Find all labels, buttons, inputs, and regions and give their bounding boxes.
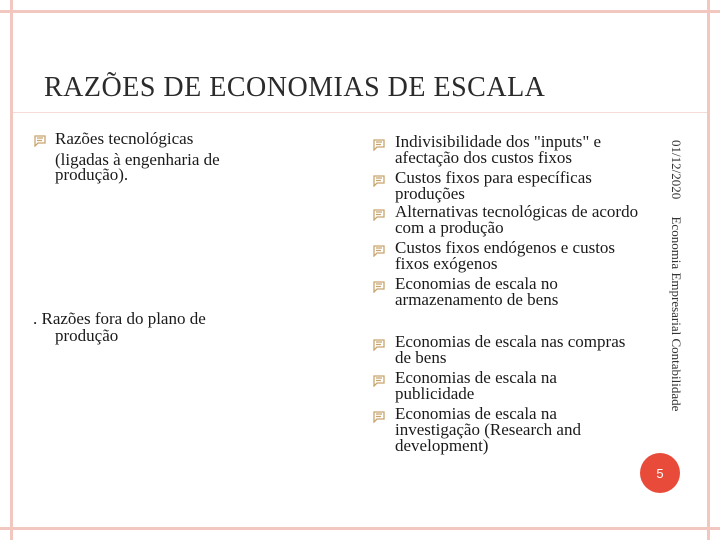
bullet-icon: [372, 137, 386, 151]
right-item-fixed-costs-line1: Custos fixos para específicas: [395, 168, 592, 187]
bullet-icon: [372, 243, 386, 257]
left-item-tech-line1: Razões tecnológicas: [55, 129, 194, 148]
slide-title: RAZÕES DE ECONOMIAS DE ESCALA: [44, 72, 546, 103]
page-number-badge: [640, 453, 680, 493]
right-item-purchases-line1: Economias de escala nas compras: [395, 332, 626, 351]
right-item-alternatives: [372, 204, 692, 240]
left-item-outside: [33, 311, 333, 344]
right-item-indivisibility: [372, 134, 692, 170]
right-item-alternatives-line2: com a produção: [395, 218, 504, 237]
bullet-icon: [33, 133, 47, 147]
right-item-research: [372, 406, 692, 458]
right-item-fixed-costs: [372, 170, 692, 204]
right-item-advertising-line2: publicidade: [395, 384, 475, 403]
left-item-tech-line3: produção).: [55, 165, 129, 184]
bullet-icon: [372, 409, 386, 423]
right-item-endogenous-line2: fixos exógenos: [395, 254, 498, 273]
bullet-icon: [372, 173, 386, 187]
right-item-storage-line2: armazenamento de bens: [395, 290, 559, 309]
side-date: 01/12/2020: [669, 140, 684, 200]
right-column-group1: [372, 134, 692, 312]
right-item-fixed-costs-line2: produções: [395, 184, 465, 203]
right-column-group2: [372, 334, 692, 458]
left-item-outside-line1: . Razões fora do plano de: [33, 309, 206, 328]
bullet-icon: [372, 279, 386, 293]
left-column-2: [33, 311, 333, 344]
right-item-alternatives-line1: Alternativas tecnológicas de acordo: [395, 202, 639, 221]
left-item-tech-line2: (ligadas à engenharia de: [55, 150, 220, 169]
right-item-indivisibility-line2: afectação dos custos fixos: [395, 148, 573, 167]
right-item-purchases-line2: de bens: [395, 348, 447, 367]
frame-left: [10, 0, 13, 540]
right-item-research-line1: Economias de escala na: [395, 404, 557, 423]
right-item-storage: [372, 276, 692, 312]
left-item-outside-line2: produção: [55, 326, 119, 345]
side-footer: [668, 140, 684, 425]
frame-bottom: [0, 527, 720, 530]
right-item-endogenous: [372, 240, 692, 276]
right-item-endogenous-line1: Custos fixos endógenos e custos: [395, 238, 616, 257]
title-underline: [13, 112, 707, 113]
frame-top: [0, 10, 720, 13]
right-item-indivisibility-line1: Indivisibilidade dos "inputs" e: [395, 132, 602, 151]
right-item-research-line3: development): [395, 436, 489, 455]
page-number: 5: [656, 465, 664, 481]
bullet-icon: [372, 373, 386, 387]
right-item-purchases: [372, 334, 692, 370]
bullet-icon: [372, 207, 386, 221]
right-item-research-line2: investigação (Research and: [395, 420, 581, 439]
bullet-icon: [372, 337, 386, 351]
right-item-advertising: [372, 370, 692, 406]
frame-right: [707, 0, 710, 540]
side-label: Economia Empresarial Contabilidade: [669, 216, 684, 412]
right-item-advertising-line1: Economias de escala na: [395, 368, 557, 387]
right-item-storage-line1: Economias de escala no: [395, 274, 558, 293]
left-item-tech: [55, 131, 355, 183]
left-column: [33, 131, 333, 183]
